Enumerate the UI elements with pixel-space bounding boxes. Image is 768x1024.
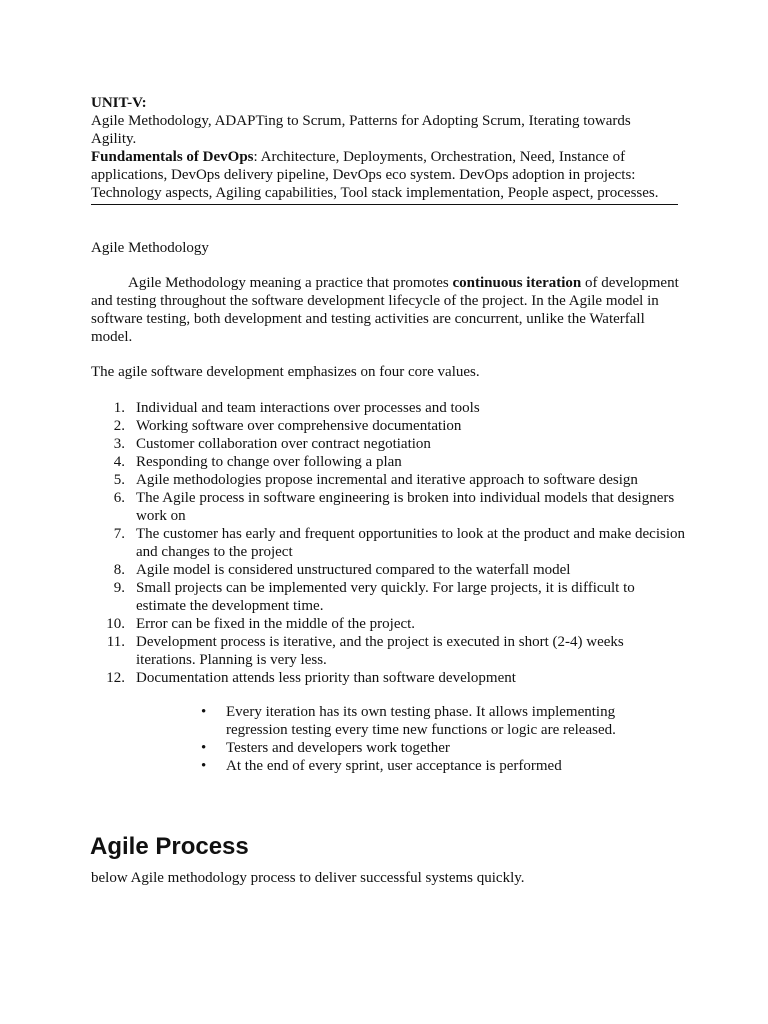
item-text: Working software over comprehensive documentation: [136, 418, 462, 434]
devops-label: Fundamentals of DevOps: [91, 149, 254, 165]
bullet-text: At the end of every sprint, user acceptance is performed: [226, 758, 562, 774]
intro-paragraph: [91, 274, 686, 346]
item-text: The Agile process in software engineering is broken into individual models that designers work on: [136, 490, 675, 524]
item-number: 3.: [113, 436, 125, 452]
item-text: Small projects can be implemented very quickly. For large projects, it is difficult to estimate the development time.: [136, 580, 635, 614]
item-number: 7.: [113, 526, 125, 542]
bullet-item: [200, 703, 630, 739]
bullet-item: [200, 739, 630, 757]
item-number: 4.: [113, 454, 125, 470]
item-text: Agile model is considered unstructured compared to the waterfall model: [136, 562, 571, 578]
item-number: 8.: [113, 562, 125, 578]
numbered-item: [91, 417, 686, 435]
numbered-item: [91, 453, 686, 471]
item-text: Documentation attends less priority than software development: [136, 670, 516, 686]
bullet-icon: •: [201, 740, 207, 756]
agile-process-heading: Agile Process: [90, 833, 249, 860]
item-number: 9.: [113, 580, 125, 596]
numbered-item: [91, 579, 686, 615]
numbered-item: [91, 435, 686, 453]
numbered-item: [91, 525, 686, 561]
item-text: Error can be fixed in the middle of the project.: [136, 616, 416, 632]
item-text: Individual and team interactions over processes and tools: [136, 400, 480, 416]
item-number: 1.: [113, 400, 125, 416]
core-values-intro: The agile software development emphasizes on four core values.: [91, 364, 480, 380]
bullet-text: Every iteration has its own testing phase. It allows implementing regression testing every time new functions or logic are released.: [226, 704, 616, 738]
unit-title: UNIT-V:: [91, 95, 147, 111]
item-text: Development process is iterative, and the project is executed in short (2-4) weeks iterations. Planning is very less.: [136, 634, 624, 668]
intro-bold: continuous iteration: [452, 275, 582, 291]
item-number: 5.: [113, 472, 125, 488]
numbered-item: [91, 489, 686, 525]
item-text: Agile methodologies propose incremental and iterative approach to software design: [136, 472, 638, 488]
item-number: 12.: [106, 670, 125, 686]
item-number: 2.: [113, 418, 125, 434]
intro-before: Agile Methodology meaning a practice that promotes: [128, 275, 453, 291]
bullet-icon: •: [201, 704, 207, 720]
section-title: Agile Methodology: [91, 240, 209, 256]
bullet-item: [200, 757, 630, 775]
item-number: 10.: [106, 616, 125, 632]
numbered-item: [91, 669, 686, 687]
unit-header: [91, 94, 678, 205]
bullet-list: [200, 703, 630, 775]
numbered-item: [91, 471, 686, 489]
intro-after: of development and testing throughout the software development lifecycle of the project. In the Agile model in software testing, both development and testing activities are concurrent, unlike the Waterfall model.: [91, 275, 679, 345]
item-text: The customer has early and frequent opportunities to look at the product and make decision and changes to the project: [136, 526, 686, 560]
numbered-item: [91, 633, 686, 669]
numbered-item: [91, 615, 686, 633]
item-text: Responding to change over following a plan: [136, 454, 402, 470]
devops-topics: [91, 148, 678, 202]
unit-topics: Agile Methodology, ADAPTing to Scrum, Patterns for Adopting Scrum, Iterating towards Agility.: [91, 113, 631, 147]
numbered-item: [91, 561, 686, 579]
item-number: 11.: [106, 634, 125, 650]
item-number: 6.: [113, 490, 125, 506]
bullet-text: Testers and developers work together: [226, 740, 450, 756]
bullet-icon: •: [201, 758, 207, 774]
closing-paragraph: below Agile methodology process to deliver successful systems quickly.: [91, 870, 525, 886]
numbered-list: [91, 399, 686, 687]
item-text: Customer collaboration over contract negotiation: [136, 436, 431, 452]
devops-text: : Architecture, Deployments, Orchestration, Need, Instance of applications, DevOps delivery pipeline, DevOps eco system. DevOps adoption in projects: Technology aspects, Agiling capabilities, Tool stack implementation, People aspect, processes.: [91, 149, 659, 201]
numbered-item: [91, 399, 686, 417]
